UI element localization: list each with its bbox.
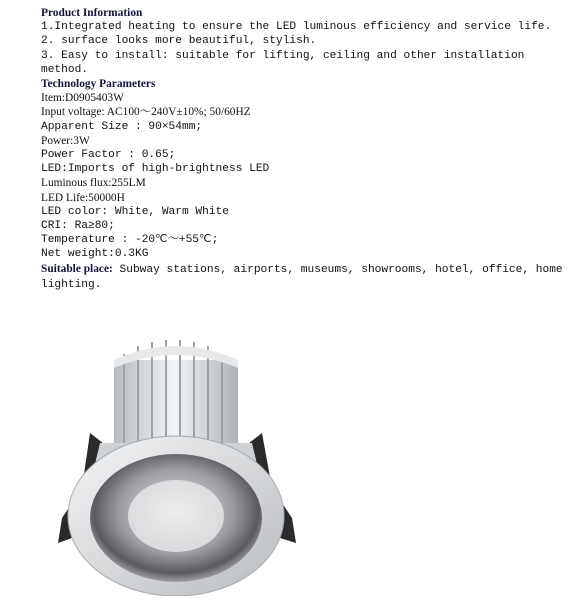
technology-parameters-heading: Technology Parameters: [41, 78, 156, 91]
param-power: Power:3W: [41, 134, 90, 147]
param-luminous-flux: Luminous flux:255LM: [41, 177, 146, 190]
param-power-factor: Power Factor : 0.65;: [41, 149, 176, 162]
param-led-color: LED color: White, Warm White: [41, 205, 229, 218]
param-led: LED:Imports of high-brightness LED: [41, 163, 270, 176]
param-apparent-size: Apparent Size : 90×54mm;: [41, 120, 203, 133]
product-point-2: 2. surface looks more beautiful, stylish.: [41, 35, 317, 48]
heatsink: [114, 340, 238, 450]
product-point-1: 1.Integrated heating to ensure the LED luminous efficiency and service life.: [41, 21, 552, 34]
led-downlight-image: [52, 338, 302, 596]
param-led-life: LED Life:50000H: [41, 191, 125, 204]
product-description: [41, 6, 576, 292]
suitable-place: [41, 262, 576, 292]
suitable-place-label: Suitable place:: [41, 262, 113, 275]
product-point-3: 3. Easy to install: suitable for lifting, ceiling and other installation method.: [41, 49, 525, 76]
parameter-list: [41, 91, 576, 261]
param-temperature: Temperature : -20℃～+55℃;: [41, 234, 219, 247]
param-cri: CRI: Ra≥80;: [41, 220, 115, 233]
product-information-heading: Product Information: [41, 7, 143, 19]
led-lens: [128, 480, 224, 552]
param-net-weight: Net weight:0.3KG: [41, 248, 149, 261]
param-input-voltage: Input voltage: AC100～240V±10%; 50/60HZ: [41, 106, 251, 119]
suitable-place-text: Subway stations, airports, museums, showrooms, hotel, office, home lighting.: [41, 263, 563, 291]
param-item: Item:D0905403W: [41, 92, 124, 105]
